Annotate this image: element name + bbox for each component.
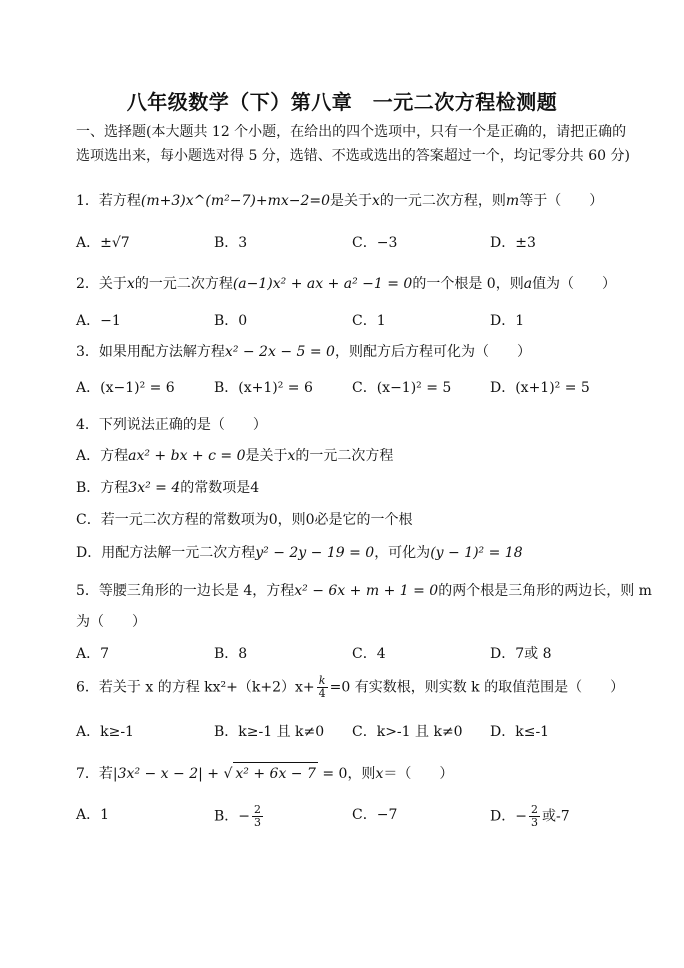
section-instructions: 一、选择题(本大题共 12 个小题，在给出的四个选项中，只有一个是正确的，请把正确的选项选出来，每小题选对得 5 分，选错、不选或选出的答案超过一个，均记零分共 60 分) bbox=[76, 124, 630, 164]
q2-var: x bbox=[126, 276, 135, 292]
q7-b-fraction bbox=[252, 804, 263, 829]
q4-b-equation: 3x² = 4 bbox=[128, 480, 181, 496]
q2-var2: a bbox=[523, 276, 533, 292]
q4-b-prefix: B．方程 bbox=[76, 480, 129, 496]
question-1-options bbox=[76, 232, 636, 254]
q7-abs-term: |3x² − x − 2| bbox=[112, 766, 203, 782]
q1-var2: m bbox=[505, 193, 520, 209]
q4-d-equation-2: (y − 1)² = 18 bbox=[430, 545, 523, 561]
question-3-options bbox=[76, 377, 636, 399]
radical-sign-icon: √ bbox=[223, 766, 233, 782]
question-2 bbox=[76, 273, 636, 295]
q7-option-a: A．1 bbox=[76, 807, 110, 823]
q1-prefix: 1．若方程 bbox=[76, 193, 141, 209]
q7-root-term: x² + 6x − 7 bbox=[233, 762, 317, 785]
question-1 bbox=[76, 190, 636, 212]
q2-option-a: A．−1 bbox=[76, 313, 121, 329]
q3-prefix: 3．如果用配方法解方程 bbox=[76, 344, 225, 360]
q5-line-2: 为（ ） bbox=[76, 614, 146, 630]
q4-a-prefix: A．方程 bbox=[76, 448, 129, 464]
q2-equation: (a−1)x² + ax + a² −1 = 0 bbox=[232, 276, 413, 292]
q5-prefix: 5．等腰三角形的一边长是 4，方程 bbox=[76, 583, 295, 599]
q6-suffix: =0 有实数根，则实数 k 的取值范围是（ ） bbox=[329, 679, 625, 696]
q4-option-b bbox=[76, 477, 636, 499]
q3-option-d: D．(x+1)² = 5 bbox=[490, 380, 590, 396]
q4-b-suffix: 的常数项是4 bbox=[180, 480, 260, 496]
q6-option-b: B．k≥-1 且 k≠0 bbox=[214, 724, 325, 740]
q4-d-mid: ，可化为 bbox=[374, 545, 431, 561]
q1-option-d: D．±3 bbox=[490, 235, 536, 251]
q2-option-c: C．1 bbox=[352, 313, 386, 329]
q1-option-b: B．3 bbox=[214, 235, 248, 251]
q4-d-prefix: D．用配方法解一元二次方程 bbox=[76, 545, 256, 561]
q7-b-numerator: 2 bbox=[254, 803, 262, 816]
question-5-options bbox=[76, 643, 636, 665]
q7-var: x bbox=[375, 766, 384, 782]
q1-mid2: 的一元二次方程，则 bbox=[379, 193, 506, 209]
q2-option-b: B．0 bbox=[214, 313, 248, 329]
q6-option-c: C．k>-1 且 k≠0 bbox=[352, 724, 463, 740]
q7-prefix: 7．若 bbox=[76, 766, 113, 782]
question-2-options bbox=[76, 310, 636, 332]
q6-fraction-denominator: 4 bbox=[318, 687, 326, 700]
q7-equals: = 0 bbox=[317, 766, 348, 782]
q6-option-d: D．k≤-1 bbox=[490, 724, 550, 740]
q1-option-a: A．±√7 bbox=[76, 235, 130, 251]
page-title: 八年级数学（下）第八章 一元二次方程检测题 bbox=[126, 90, 558, 114]
q7-d-denominator: 3 bbox=[530, 816, 538, 829]
question-3 bbox=[76, 341, 636, 363]
q2-option-d: D．1 bbox=[490, 313, 525, 329]
q4-option-a bbox=[76, 445, 636, 467]
q5-option-d: D．7或 8 bbox=[490, 646, 552, 662]
question-6 bbox=[76, 675, 636, 700]
q4-option-c: C．若一元二次方程的常数项为0，则0必是它的一个根 bbox=[76, 512, 413, 528]
q2-prefix: 2．关于 bbox=[76, 276, 127, 292]
q4-a-var: x bbox=[287, 448, 296, 464]
question-7 bbox=[76, 762, 636, 785]
q1-var: x bbox=[372, 193, 380, 209]
q7-option-b bbox=[214, 804, 265, 829]
question-6-options bbox=[76, 721, 636, 743]
q3-option-c: C．(x−1)² = 5 bbox=[352, 380, 452, 396]
q2-mid2: 的一个根是 0，则 bbox=[412, 276, 524, 292]
q4-a-equation: ax² + bx + c = 0 bbox=[128, 448, 246, 464]
q1-suffix: 等于（ ） bbox=[519, 193, 604, 209]
q1-equation: (m+3)x^(m²−7)+mx−2=0 bbox=[140, 193, 331, 209]
q2-mid: 的一元二次方程 bbox=[134, 276, 233, 292]
q6-option-a: A．k≥-1 bbox=[76, 724, 134, 740]
q4-d-equation: y² − 2y − 19 = 0 bbox=[255, 545, 375, 561]
q7-d-prefix: D．− bbox=[490, 808, 527, 825]
q1-mid: 是关于 bbox=[330, 193, 373, 209]
q7-mid: ，则 bbox=[347, 766, 376, 782]
q4-a-mid: 是关于 bbox=[245, 448, 288, 464]
q4-option-d bbox=[76, 542, 636, 564]
q3-suffix: ，则配方后方程可化为（ ） bbox=[334, 344, 531, 360]
q7-b-prefix: B．− bbox=[214, 808, 251, 825]
q7-d-numerator: 2 bbox=[530, 803, 538, 816]
q5-suffix: 的两个根是三角形的两边长，则 m bbox=[438, 583, 652, 599]
q6-fraction-numerator: k bbox=[317, 675, 328, 688]
q7-option-c: C．−7 bbox=[352, 807, 398, 823]
q7-d-fraction bbox=[529, 804, 540, 829]
q6-fraction bbox=[317, 675, 328, 700]
question-4: 4．下列说法正确的是（ ） bbox=[76, 417, 267, 433]
q7-option-d bbox=[490, 804, 570, 829]
question-7-options bbox=[76, 803, 636, 829]
q5-option-a: A．7 bbox=[76, 646, 110, 662]
q7-suffix: ＝（ ） bbox=[383, 766, 454, 782]
q3-option-b: B．(x+1)² = 6 bbox=[214, 380, 313, 396]
q2-suffix: 值为（ ） bbox=[532, 276, 617, 292]
q7-b-denominator: 3 bbox=[254, 816, 262, 829]
q1-option-c: C．−3 bbox=[352, 235, 398, 251]
q6-prefix: 6．若关于 x 的方程 kx²+（k+2）x+ bbox=[76, 679, 315, 696]
q7-plus: + bbox=[202, 766, 224, 782]
q7-d-suffix: 或-7 bbox=[541, 808, 570, 825]
q3-option-a: A．(x−1)² = 6 bbox=[76, 380, 175, 396]
q4-a-suffix: 的一元二次方程 bbox=[295, 448, 394, 464]
q3-equation: x² − 2x − 5 = 0 bbox=[224, 344, 335, 360]
q5-option-c: C．4 bbox=[352, 646, 386, 662]
q5-option-b: B．8 bbox=[214, 646, 248, 662]
question-5 bbox=[76, 580, 652, 602]
q5-equation: x² − 6x + m + 1 = 0 bbox=[294, 583, 439, 599]
